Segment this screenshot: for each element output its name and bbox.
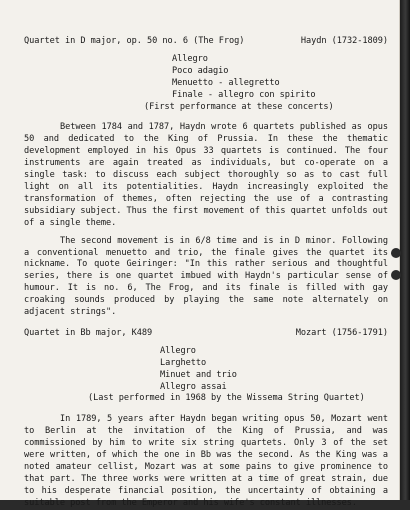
movement-item: Allegro [172, 53, 208, 64]
quartet1-movements [24, 54, 388, 102]
quartet1-paragraph-1 [24, 122, 388, 229]
movement-item: Allegro assai [160, 381, 227, 392]
paragraph-text: Between 1784 and 1787, Haydn wrote 6 quartets published as opus 50 and dedicated to the King of Prussia. In these the thematic development employed in his Opus 33 quartets is continued. The four instruments are again treated as individuals, but co-operate on a single task: to discuss each subject thoroughly so as to cast full light on all its potentialities. Haydn increasingly exploited the transformation of themes, often rejecting the use of a contrasting subsidiary subject. Thus the first movement of this quartet unfolds out of a single theme. [24, 122, 388, 228]
binder-hole [391, 270, 401, 280]
quartet2-paragraph [24, 414, 388, 509]
movement-item: Menuetto - allegretto [172, 77, 280, 88]
quartet2-movements [24, 346, 388, 394]
quartet2-composer: Mozart (1756-1791) [295, 327, 388, 338]
quartet1-header [24, 36, 388, 48]
binder-hole [391, 248, 401, 258]
quartet1-performance-note: (First performance at these concerts) [144, 101, 334, 112]
quartet1-paragraph-2 [24, 236, 388, 319]
paragraph-text: The second movement is in 6/8 time and is in D minor. Following a conventional menuetto and trio, the finale gives the quartet its nickname. To quote Geiringer: "In this rather serious and thoughtful series, there is one quartet imbued with Haydn's particular sense of humour. It is no. 6, The Frog, and its finale is filled with gay croaking sounds produced by playing the same note alternately on adjacent strings". [24, 235, 388, 318]
quartet2-title: Quartet in Bb major, K489 [24, 327, 153, 338]
movement-item: Finale - allegro con spirito [172, 89, 316, 100]
program-notes [24, 36, 388, 510]
quartet2-header [24, 328, 388, 340]
binder-edge [400, 0, 410, 500]
quartet2-performance-note: (Last performed in 1968 by the Wissema String Quartet) [88, 393, 365, 404]
movement-item: Minuet and trio [160, 369, 237, 380]
movement-item: Larghetto [160, 357, 207, 368]
movement-item: Allegro [160, 345, 196, 356]
paragraph-text: In 1789, 5 years after Haydn began writing opus 50, Mozart went to Berlin at the invitation of the King of Prussia, and was commissioned by him to write six string quartets. Only 3 of the set were written, of which the one in Bb was the second. As the King was a noted amateur cellist, Mozart was at some pains to give prominence to that part. The three works were written at a time of great strain, due to his desperate financial position, the uncertainty of obtaining a suitable post from the Emperor and his wife's constant illnesses. [24, 414, 388, 508]
quartet1-title: Quartet in D major, op. 50 no. 6 (The Frog) [24, 36, 245, 46]
movement-item: Poco adagio [172, 65, 229, 76]
quartet1-composer: Haydn (1732-1809) [300, 36, 388, 46]
